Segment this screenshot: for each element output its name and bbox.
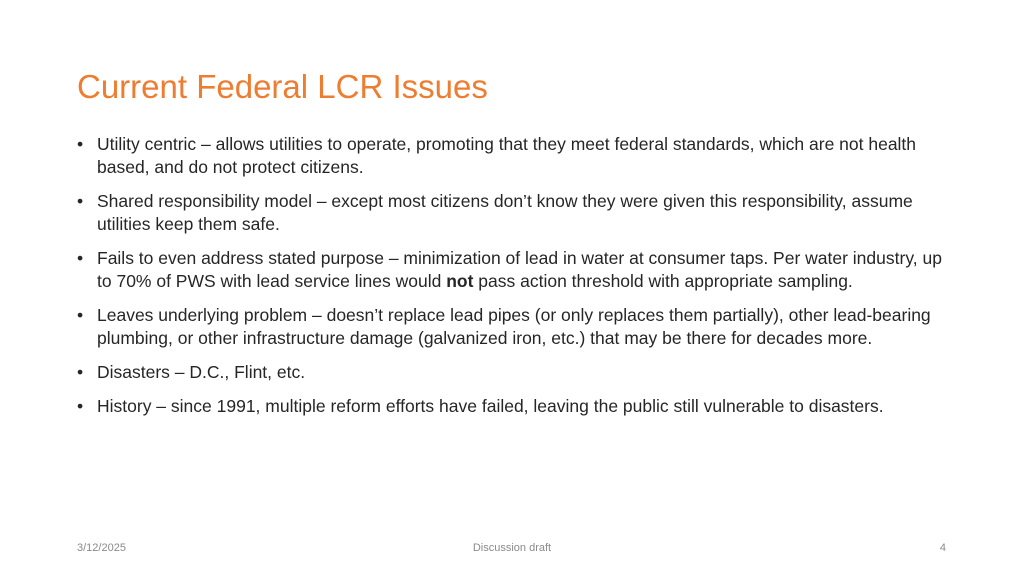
bullet-dot-icon: •	[77, 305, 84, 325]
bullet-item	[77, 190, 957, 236]
bullet-text-before: Fails to even address stated purpose – minimization of lead in water at consumer taps. Per water industry, up to 70% of PWS with lead service lines would	[97, 248, 942, 291]
bullet-dot-icon: •	[77, 191, 84, 211]
bullet-dot-icon: •	[77, 248, 84, 268]
bullet-dot-icon: •	[77, 362, 84, 382]
page-number: 4	[939, 542, 946, 554]
bullet-text-after: pass action threshold with appropriate sampling.	[473, 271, 853, 291]
bullet-item	[77, 133, 957, 179]
bullet-item	[77, 247, 957, 293]
bullet-text: Utility centric – allows utilities to operate, promoting that they meet federal standards, which are not health based, and do not protect citizens.	[97, 134, 917, 177]
bullet-text: Shared responsibility model – except most citizens don’t know they were given this responsibility, assume utilities keep them safe.	[97, 191, 913, 234]
bullet-text: Disasters – D.C., Flint, etc.	[97, 362, 306, 382]
bullet-text-bold: not	[446, 271, 474, 291]
bullet-item	[77, 361, 957, 384]
footer-label: Discussion draft	[472, 542, 552, 554]
bullet-text: Leaves underlying problem – doesn’t replace lead pipes (or only replaces them partially), other lead-bearing plumbing, or other infrastructure damage (galvanized iron, etc.) that may be there for decades more.	[97, 305, 931, 348]
footer-date: 3/12/2025	[77, 542, 126, 554]
bullet-dot-icon: •	[77, 134, 84, 154]
bullet-dot-icon: •	[77, 396, 84, 416]
bullet-list	[77, 133, 957, 429]
bullet-item	[77, 395, 957, 418]
slide-title: Current Federal LCR Issues	[77, 68, 488, 105]
bullet-text: History – since 1991, multiple reform efforts have failed, leaving the public still vulnerable to disasters.	[97, 396, 884, 416]
bullet-item	[77, 304, 957, 350]
